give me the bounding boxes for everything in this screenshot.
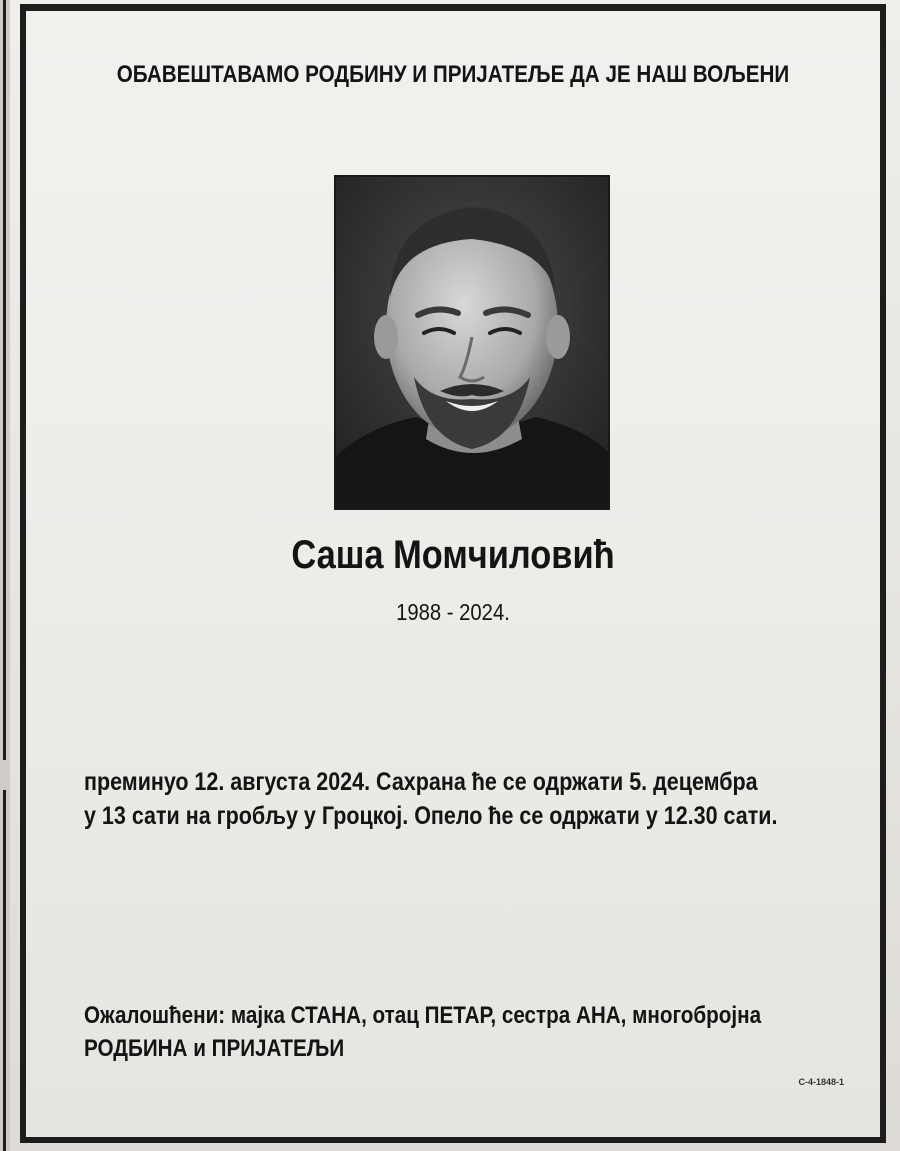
announcement-heading: ОБАВЕШТАВАМО РОДБИНУ И ПРИЈАТЕЉЕ ДА ЈЕ НАШ ВОЉЕНИ	[116, 61, 790, 88]
life-years: 1988 - 2024.	[396, 599, 510, 625]
funeral-details-line: у 13 сати на гробљу у Гроцкој. Опело ће се одржати у 12.30 сати.	[84, 802, 778, 830]
obituary-frame	[20, 4, 886, 1143]
adjacent-border-line	[3, 790, 6, 1151]
obituary-content	[26, 11, 880, 1137]
portrait-photo	[334, 175, 610, 510]
funeral-details-line: преминуо 12. августа 2024. Сахрана ће се одржати 5. децембра	[84, 768, 758, 796]
ad-code: С-4-1848-1	[798, 1077, 844, 1087]
funeral-details	[84, 765, 778, 833]
portrait-illustration	[336, 177, 608, 508]
mourners-line: Ожалошћени: мајка СТАНА, отац ПЕТАР, сестра АНА, многобројна	[84, 1002, 762, 1029]
adjacent-border-line	[3, 0, 6, 760]
mourners-list	[84, 999, 806, 1065]
deceased-name: Саша Момчиловић	[291, 533, 615, 577]
mourners-line: РОДБИНА и ПРИЈАТЕЉИ	[84, 1035, 345, 1062]
